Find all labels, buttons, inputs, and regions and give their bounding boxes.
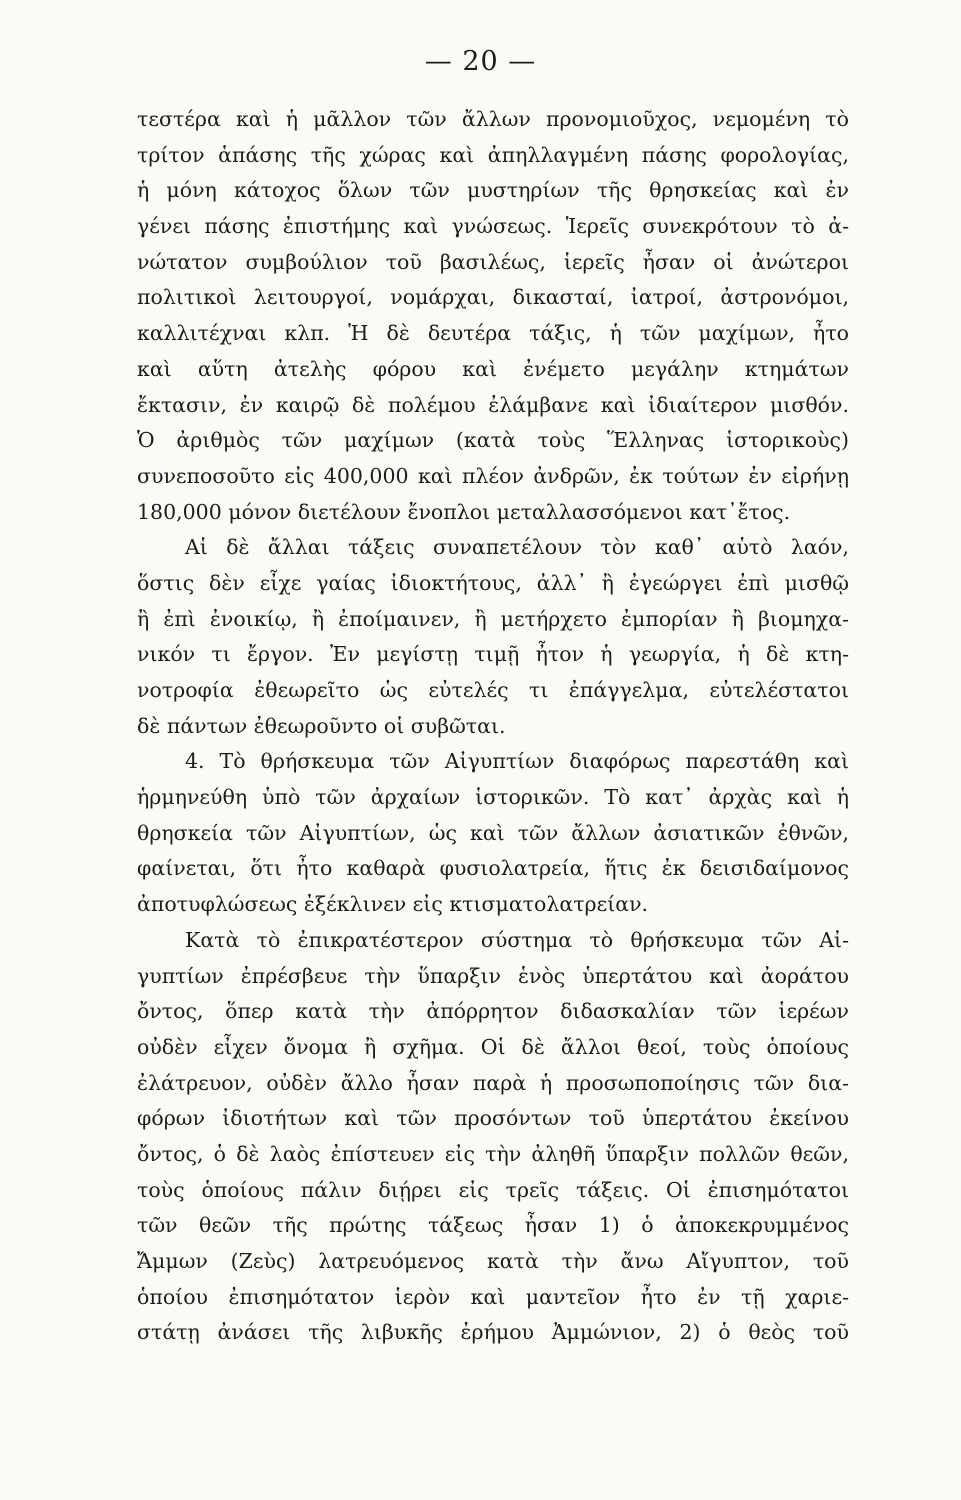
text-line: ἡ μόνη κάτοχος ὅλων τῶν μυστηρίων τῆς θρησκείας καὶ ἐν — [137, 178, 849, 203]
text-line: στάτῃ ἀνάσει τῆς λιβυκῆς ἐρήμου Ἀμμώνιον, 2) ὁ θεὸς τοῦ — [137, 1320, 849, 1345]
text-line: νώτατον συμβούλιον τοῦ βασιλέως, ἱερεῖς ἦσαν οἱ ἀνώτεροι — [137, 249, 849, 274]
text-line: πολιτικοὶ λειτουργοί, νομάρχαι, δικασταί, ἰατροί, ἀστρονόμοι, — [137, 285, 849, 310]
text-line: τοὺς ὁποίους πάλιν διῄρει εἰς τρεῖς τάξεις. Οἱ ἐπισημότατοι — [137, 1177, 849, 1202]
text-line: τρίτον ἁπάσης τῆς χώρας καὶ ἀπηλλαγμένη πάσης φορολογίας, — [137, 142, 849, 167]
text-line: Ἄμμων (Ζεὺς) λατρευόμενος κατὰ τὴν ἄνω Αἴγυπτον, τοῦ — [137, 1249, 849, 1273]
body-text — [137, 102, 849, 1351]
text-line: τῶν θεῶν τῆς πρώτης τάξεως ἦσαν 1) ὁ ἀποκεκρυμμένος — [137, 1213, 849, 1238]
text-line: φαίνεται, ὅτι ἦτο καθαρὰ φυσιολατρεία, ἥτις ἐκ δεισιδαίμονος — [137, 856, 849, 881]
text-line: νικόν τι ἔργον. Ἐν μεγίστῃ τιμῇ ἦτον ἡ γεωργία, ἡ δὲ κτη- — [137, 642, 849, 667]
text-line: ἐλάτρευον, οὐδὲν ἄλλο ἦσαν παρὰ ἡ προσωποποίησις τῶν δια- — [137, 1070, 849, 1095]
text-line: νοτροφία ἐθεωρεῖτο ὡς εὐτελές τι ἐπάγγελμα, εὐτελέστατοι — [137, 678, 849, 702]
text-line: Ὁ ἀριθμὸς τῶν μαχίμων (κατὰ τοὺς Ἕλληνας ἱστορικοὺς) — [137, 428, 849, 453]
text-line: συνεποσοῦτο εἰς 400,000 καὶ πλέον ἀνδρῶν, ἐκ τούτων ἐν εἰρήνῃ — [137, 463, 849, 488]
text-line: φόρων ἰδιοτήτων καὶ τῶν προσόντων τοῦ ὑπερτάτου ἐκείνου — [137, 1106, 849, 1131]
text-line: ἡρμηνεύθη ὑπὸ τῶν ἀρχαίων ἱστορικῶν. Τὸ κατ᾽ ἀρχὰς καὶ ἡ — [137, 785, 849, 810]
text-line: ὄντος, ὁ δὲ λαὸς ἐπίστευεν εἰς τὴν ἀληθῆ ὕπαρξιν πολλῶν θεῶν, — [137, 1141, 849, 1166]
text-line: ὄντος, ὅπερ κατὰ τὴν ἀπόρρητον διδασκαλίαν τῶν ἱερέων — [137, 999, 849, 1024]
text-line: θρησκεία τῶν Αἰγυπτίων, ὡς καὶ τῶν ἄλλων ἀσιατικῶν ἐθνῶν, — [137, 820, 849, 845]
text-line: ἢ ἐπὶ ἐνοικίῳ, ἢ ἐποίμαινεν, ἢ μετήρχετο ἐμπορίαν ἢ βιομηχα- — [137, 606, 849, 631]
text-line: γένει πάσης ἐπιστήμης καὶ γνώσεως. Ἱερεῖς συνεκρότουν τὸ ἀ- — [137, 214, 849, 239]
text-line: καὶ αὕτη ἀτελὴς φόρου καὶ ἐνέμετο μεγάλην κτημάτων — [137, 356, 849, 381]
text-line: ὅστις δὲν εἶχε γαίας ἰδιοκτήτους, ἀλλ᾽ ἢ ἐγεώργει ἐπὶ μισθῷ — [137, 570, 849, 595]
text-line: 4. Τὸ θρήσκευμα τῶν Αἰγυπτίων διαφόρως παρεστάθη καὶ — [185, 749, 849, 774]
text-line: γυπτίων ἐπρέσβευε τὴν ὕπαρξιν ἑνὸς ὑπερτάτου καὶ ἀοράτου — [137, 963, 849, 988]
text-line: τεστέρα καὶ ἡ μᾶλλον τῶν ἄλλων προνομιοῦχος, νεμομένη τὸ — [137, 107, 849, 131]
text-line: δὲ πάντων ἐθεωροῦντο οἱ συβῶται. — [137, 713, 506, 738]
text-line: Κατὰ τὸ ἐπικρατέστερον σύστημα τὸ θρήσκευμα τῶν Αἰ- — [185, 927, 849, 952]
text-line: ἀποτυφλώσεως ἐξέκλινεν εἰς κτισματολατρείαν. — [137, 892, 649, 917]
page-number: — 20 — — [424, 46, 537, 77]
text-line: ἔκτασιν, ἐν καιρῷ δὲ πολέμου ἐλάμβανε καὶ ἰδιαίτερον μισθόν. — [137, 392, 849, 417]
text-line: ὁποίου ἐπισημότατον ἱερὸν καὶ μαντεῖον ἦτο ἐν τῇ χαριε- — [137, 1284, 849, 1309]
text-line: Αἱ δὲ ἄλλαι τάξεις συναπετέλουν τὸν καθ᾽ αὑτὸ λαόν, — [185, 535, 849, 560]
text-line: οὐδὲν εἶχεν ὄνομα ἢ σχῆμα. Οἱ δὲ ἄλλοι θεοί, τοὺς ὁποίους — [137, 1034, 849, 1059]
text-line: 180,000 μόνον διετέλουν ἔνοπλοι μεταλλασσόμενοι κατ᾽ἔτος. — [137, 499, 791, 524]
text-line: καλλιτέχναι κλπ. Ἡ δὲ δευτέρα τάξις, ἡ τῶν μαχίμων, ἦτο — [137, 321, 849, 346]
